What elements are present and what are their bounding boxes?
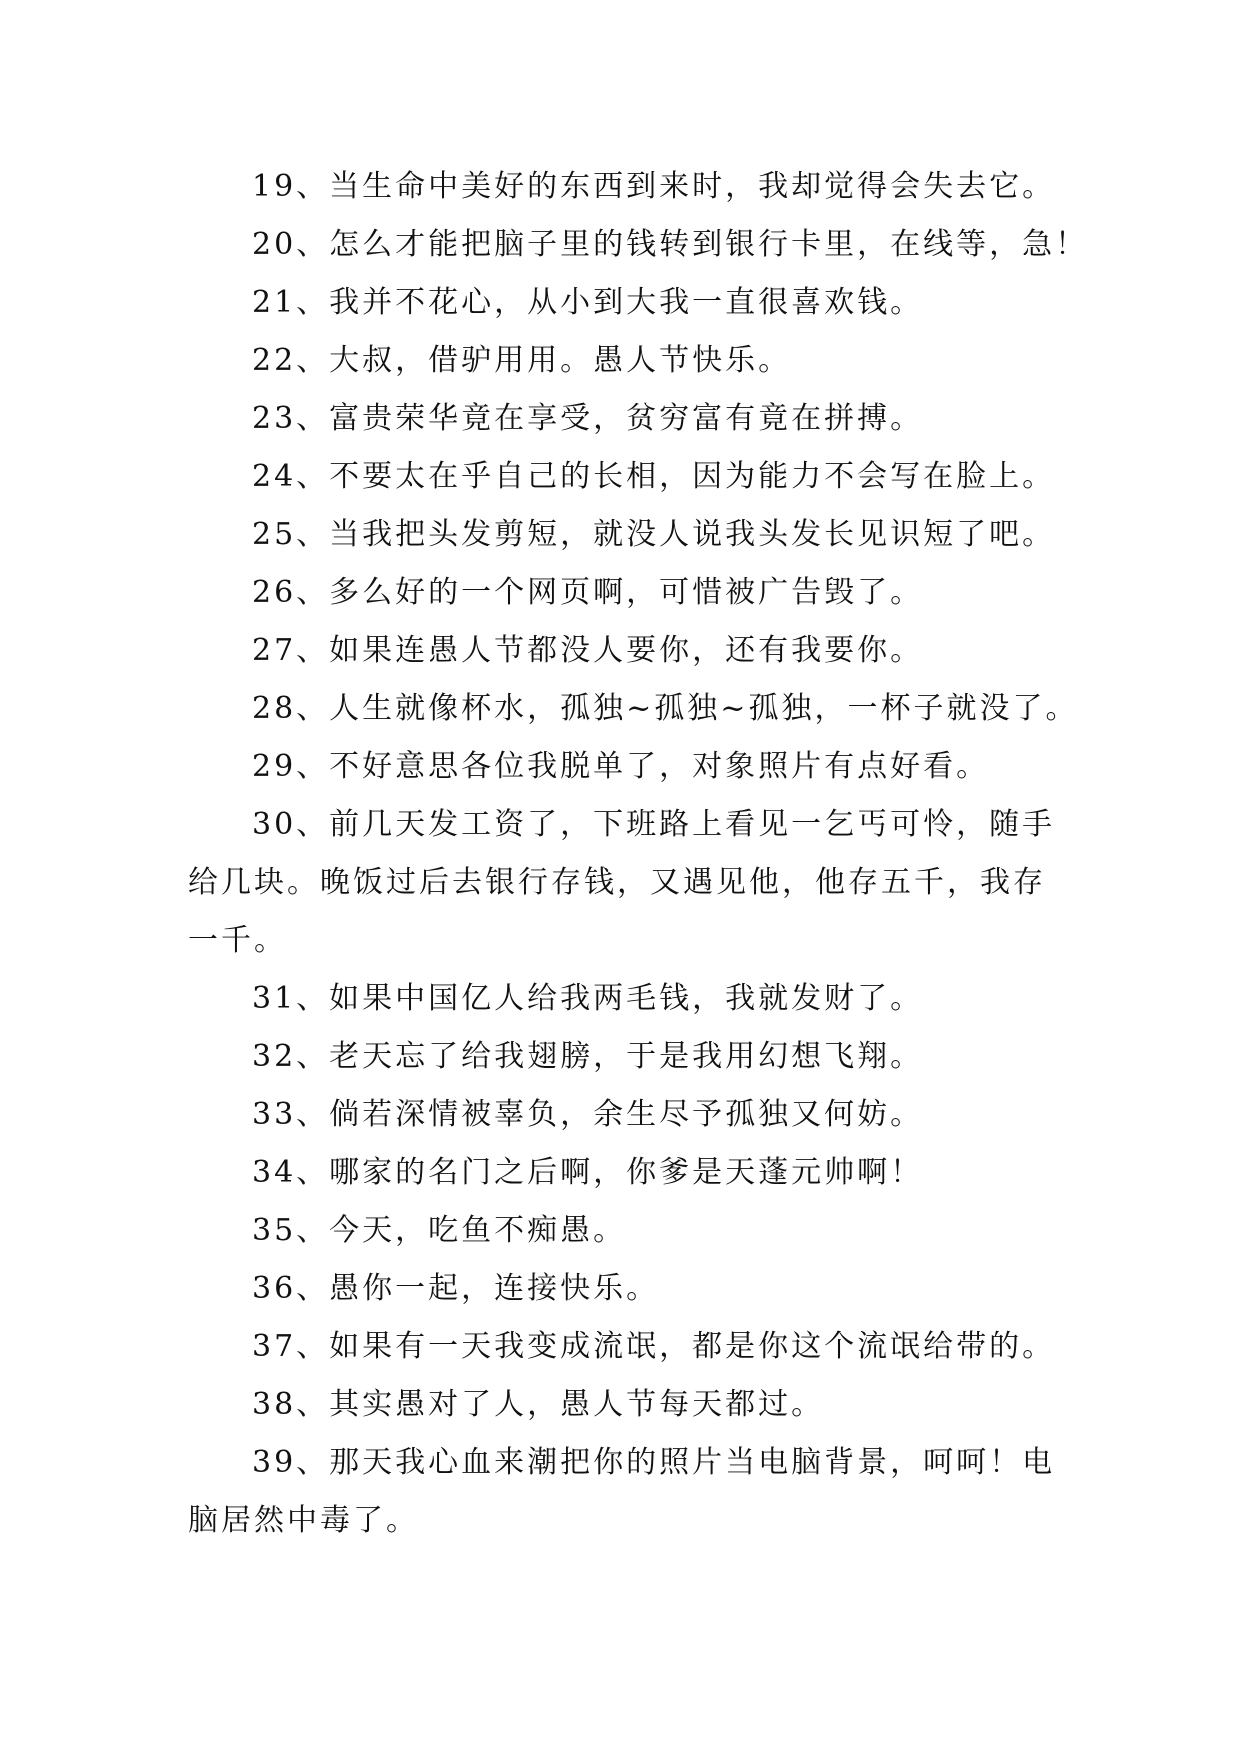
paragraph-32: 32、老天忘了给我翅膀，于是我用幻想飞翔。 [252, 1039, 924, 1074]
paragraph-38: 38、其实愚对了人，愚人节每天都过。 [252, 1387, 825, 1422]
paragraph-33: 33、倘若深情被辜负，余生尽予孤独又何妨。 [252, 1097, 924, 1132]
paragraph-29: 29、不好意思各位我脱单了，对象照片有点好看。 [252, 749, 990, 784]
paragraph-19: 19、当生命中美好的东西到来时，我却觉得会失去它。 [252, 169, 1056, 204]
paragraph-21: 21、我并不花心，从小到大我一直很喜欢钱。 [252, 285, 924, 320]
paragraph-37: 37、如果有一天我变成流氓，都是你这个流氓给带的。 [252, 1329, 1056, 1364]
paragraph-24: 24、不要太在乎自己的长相，因为能力不会写在脸上。 [252, 459, 1056, 494]
paragraph-23: 23、富贵荣华竟在享受，贫穷富有竟在拼搏。 [252, 401, 924, 436]
paragraph-30: 30、前几天发工资了，下班路上看见一乞丐可怜，随手给几块。晚饭过后去银行存钱，又遇见他，他存五千，我存一千。 [188, 807, 1056, 958]
paragraph-28: 28、人生就像杯水，孤独~孤独~孤独，一杯子就没了。 [252, 691, 1079, 726]
document-body [188, 158, 1089, 1550]
paragraph-34: 34、哪家的名门之后啊，你爹是天蓬元帅啊！ [252, 1155, 924, 1190]
paragraph-22: 22、大叔，借驴用用。愚人节快乐。 [252, 343, 792, 378]
paragraph-26: 26、多么好的一个网页啊，可惜被广告毁了。 [252, 575, 924, 610]
paragraph-27: 27、如果连愚人节都没人要你，还有我要你。 [252, 633, 924, 668]
paragraph-35: 35、今天，吃鱼不痴愚。 [252, 1213, 627, 1248]
paragraph-25: 25、当我把头发剪短，就没人说我头发长见识短了吧。 [252, 517, 1056, 552]
paragraph-36: 36、愚你一起，连接快乐。 [252, 1271, 660, 1306]
paragraph-39: 39、那天我心血来潮把你的照片当电脑背景，呵呵！电脑居然中毒了。 [188, 1445, 1056, 1538]
paragraph-20: 20、怎么才能把脑子里的钱转到银行卡里，在线等，急！ [252, 227, 1089, 262]
paragraph-31: 31、如果中国亿人给我两毛钱，我就发财了。 [252, 981, 924, 1016]
